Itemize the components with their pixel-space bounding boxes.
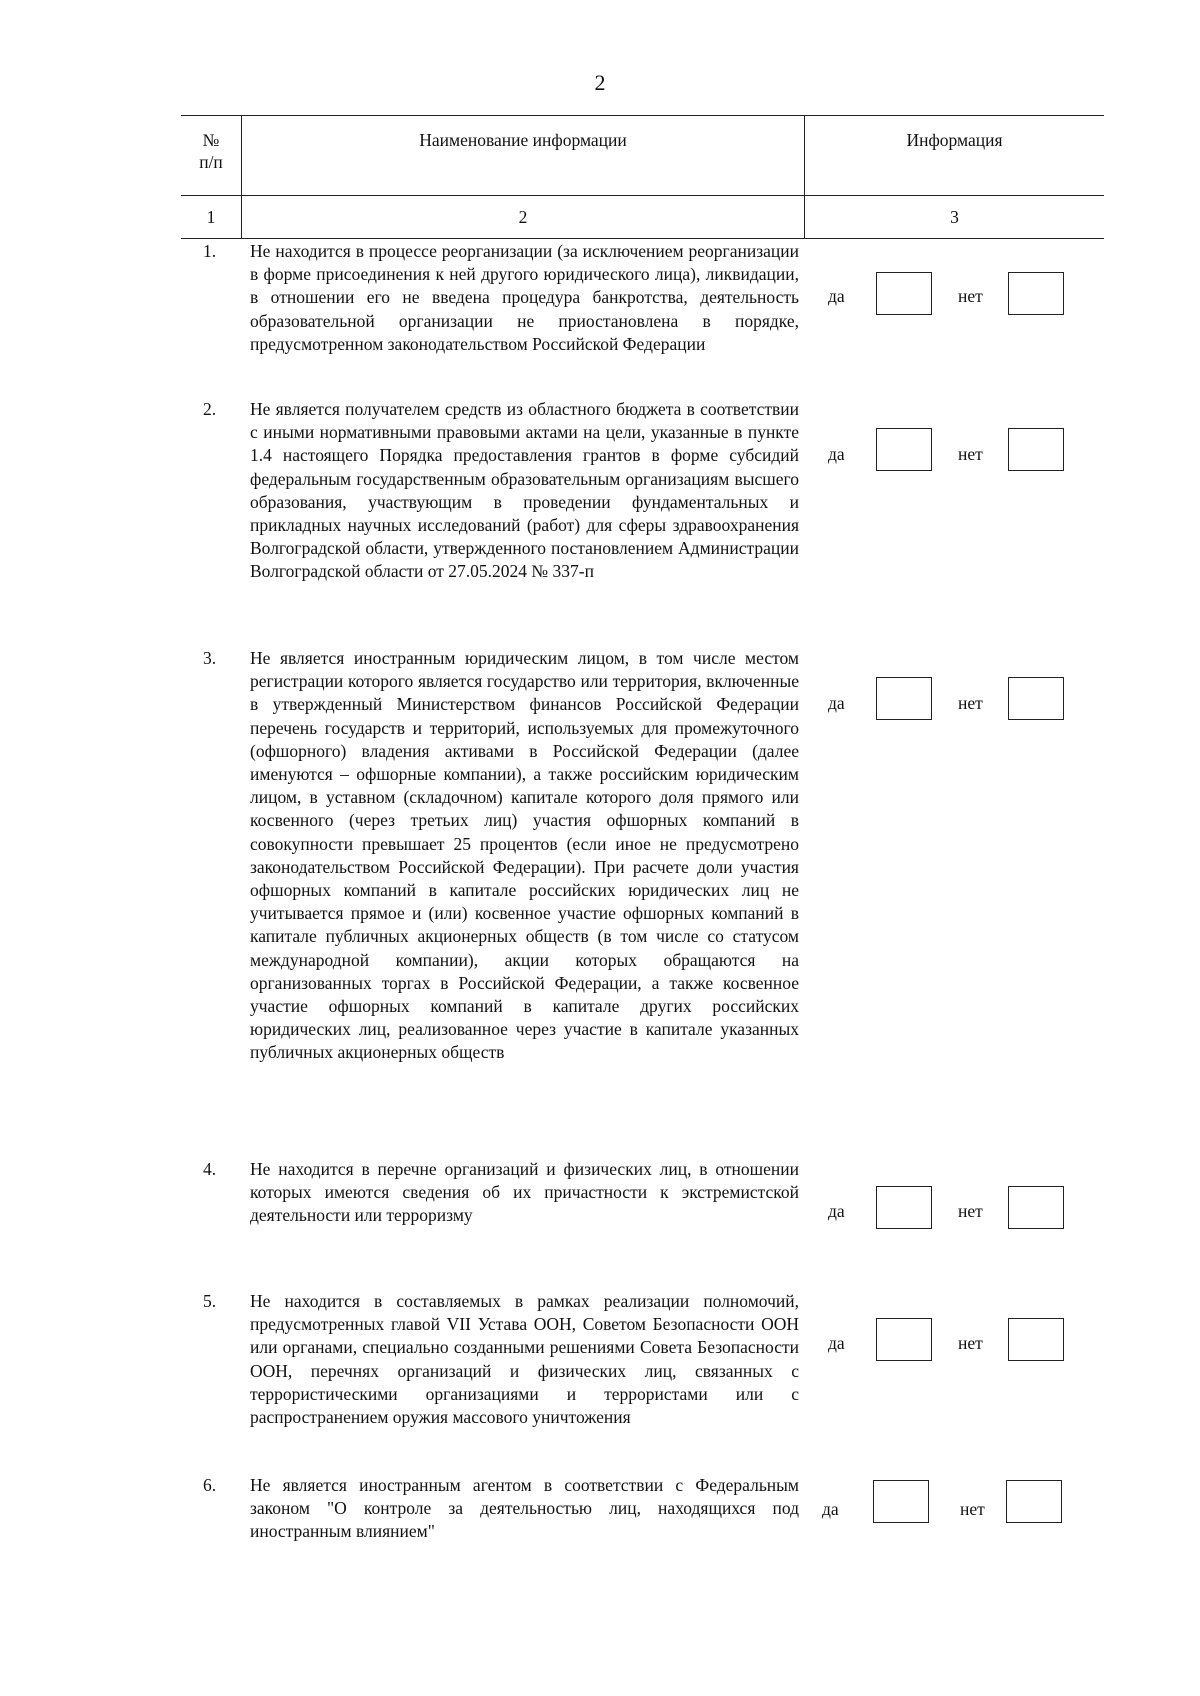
no-label: нет xyxy=(960,1499,985,1519)
yes-label: да xyxy=(828,1201,845,1221)
no-checkbox[interactable] xyxy=(1008,428,1064,471)
row-number: 3. xyxy=(203,648,217,668)
column-index-3: 3 xyxy=(805,196,1105,239)
page-number: 2 xyxy=(594,70,606,95)
header-col-number-line1: № xyxy=(202,130,220,150)
no-label: нет xyxy=(958,444,983,464)
yes-checkbox[interactable] xyxy=(873,1480,929,1523)
header-col-number-line2: п/п xyxy=(199,152,223,172)
header-col-info: Информация xyxy=(805,116,1105,196)
row-text: Не находится в процессе реорганизации (за исключением реорганизации в форме присоединения к ней другого юридического лица), ликвидации, в отношении его не введена процедура банкротства, деятельность образовательной организации не приостановлена в порядке, предусмотренном законодательством Российской Федерации xyxy=(250,241,799,354)
row-text: Не находится в перечне организаций и физических лиц, в отношении которых имеются сведения об их причастности к экстремистской деятельности или терроризму xyxy=(250,1159,799,1226)
column-index-2: 2 xyxy=(242,196,805,239)
row-text: Не является получателем средств из областного бюджета в соответствии с иными нормативными правовыми актами на цели, указанные в пункте 1.4 настоящего Порядка предоставления грантов в форме субсидий федеральным государственным образовательным организациям высшего образования, участвующим в проведении фундаментальных и прикладных научных исследований (работ) для сферы здравоохранения Волгоградской области, утвержденного постановлением Администрации Волгоградской области от 27.05.2024 № 337-п xyxy=(250,399,799,582)
header-col-number xyxy=(181,116,242,196)
yes-label: да xyxy=(828,693,845,713)
row-number: 2. xyxy=(203,399,217,419)
yes-checkbox[interactable] xyxy=(876,677,932,720)
yes-label: да xyxy=(822,1499,839,1519)
yes-checkbox[interactable] xyxy=(876,428,932,471)
yes-checkbox[interactable] xyxy=(876,1318,932,1361)
row-number: 1. xyxy=(203,241,217,261)
no-label: нет xyxy=(958,286,983,306)
row-number: 4. xyxy=(203,1159,217,1179)
row-number: 5. xyxy=(203,1291,217,1311)
row-text: Не находится в составляемых в рамках реализации полномочий, предусмотренных главой VII Устава ООН, Советом Безопасности ООН или органами, специально созданными решениями Совета Безопасности ООН, перечнях организаций и физических лиц, связанных с террористическими организациями и террористами или с распространением оружия массового уничтожения xyxy=(250,1291,799,1428)
no-checkbox[interactable] xyxy=(1008,1186,1064,1229)
row-number: 6. xyxy=(203,1475,217,1495)
table-header xyxy=(181,115,1104,239)
no-checkbox[interactable] xyxy=(1008,1318,1064,1361)
row-text: Не является иностранным юридическим лицом, в том числе местом регистрации которого является государство или территория, включенные в утвержденный Министерством финансов Российской Федерации перечень государств и территорий, используемых для промежуточного (офшорного) владения активами в Российской Федерации (далее именуются – офшорные компании), а также российским юридическим лицом, в уставном (складочном) капитале которого доля прямого или косвенного (через третьих лиц) участия офшорных компаний в совокупности превышает 25 процентов (если иное не предусмотрено законодательством Российской Федерации). При расчете доли участия офшорных компаний в капитале российских юридических лиц не учитывается прямое и (или) косвенное участие офшорных компаний в капитале публичных акционерных обществ (в том числе со статусом международной компании), акции которых обращаются на организованных торгах в Российской Федерации, а также косвенное участие офшорных компаний в капитале других российских юридических лиц, реализованное через участие в капитале указанных публичных акционерных обществ xyxy=(250,648,799,1063)
yes-label: да xyxy=(828,286,845,306)
no-label: нет xyxy=(958,1201,983,1221)
yes-checkbox[interactable] xyxy=(876,1186,932,1229)
no-checkbox[interactable] xyxy=(1008,272,1064,315)
no-checkbox[interactable] xyxy=(1008,677,1064,720)
column-index-1: 1 xyxy=(181,196,242,239)
row-text: Не является иностранным агентом в соответствии с Федеральным законом "О контроле за деятельностью лиц, находящихся под иностранным влиянием" xyxy=(250,1475,799,1542)
yes-label: да xyxy=(828,1333,845,1353)
table-header-row xyxy=(181,116,1104,196)
column-index-row xyxy=(181,196,1104,239)
no-label: нет xyxy=(958,1333,983,1353)
yes-checkbox[interactable] xyxy=(876,272,932,315)
yes-label: да xyxy=(828,444,845,464)
no-label: нет xyxy=(958,693,983,713)
no-checkbox[interactable] xyxy=(1006,1480,1062,1523)
header-col-name: Наименование информации xyxy=(242,116,805,196)
